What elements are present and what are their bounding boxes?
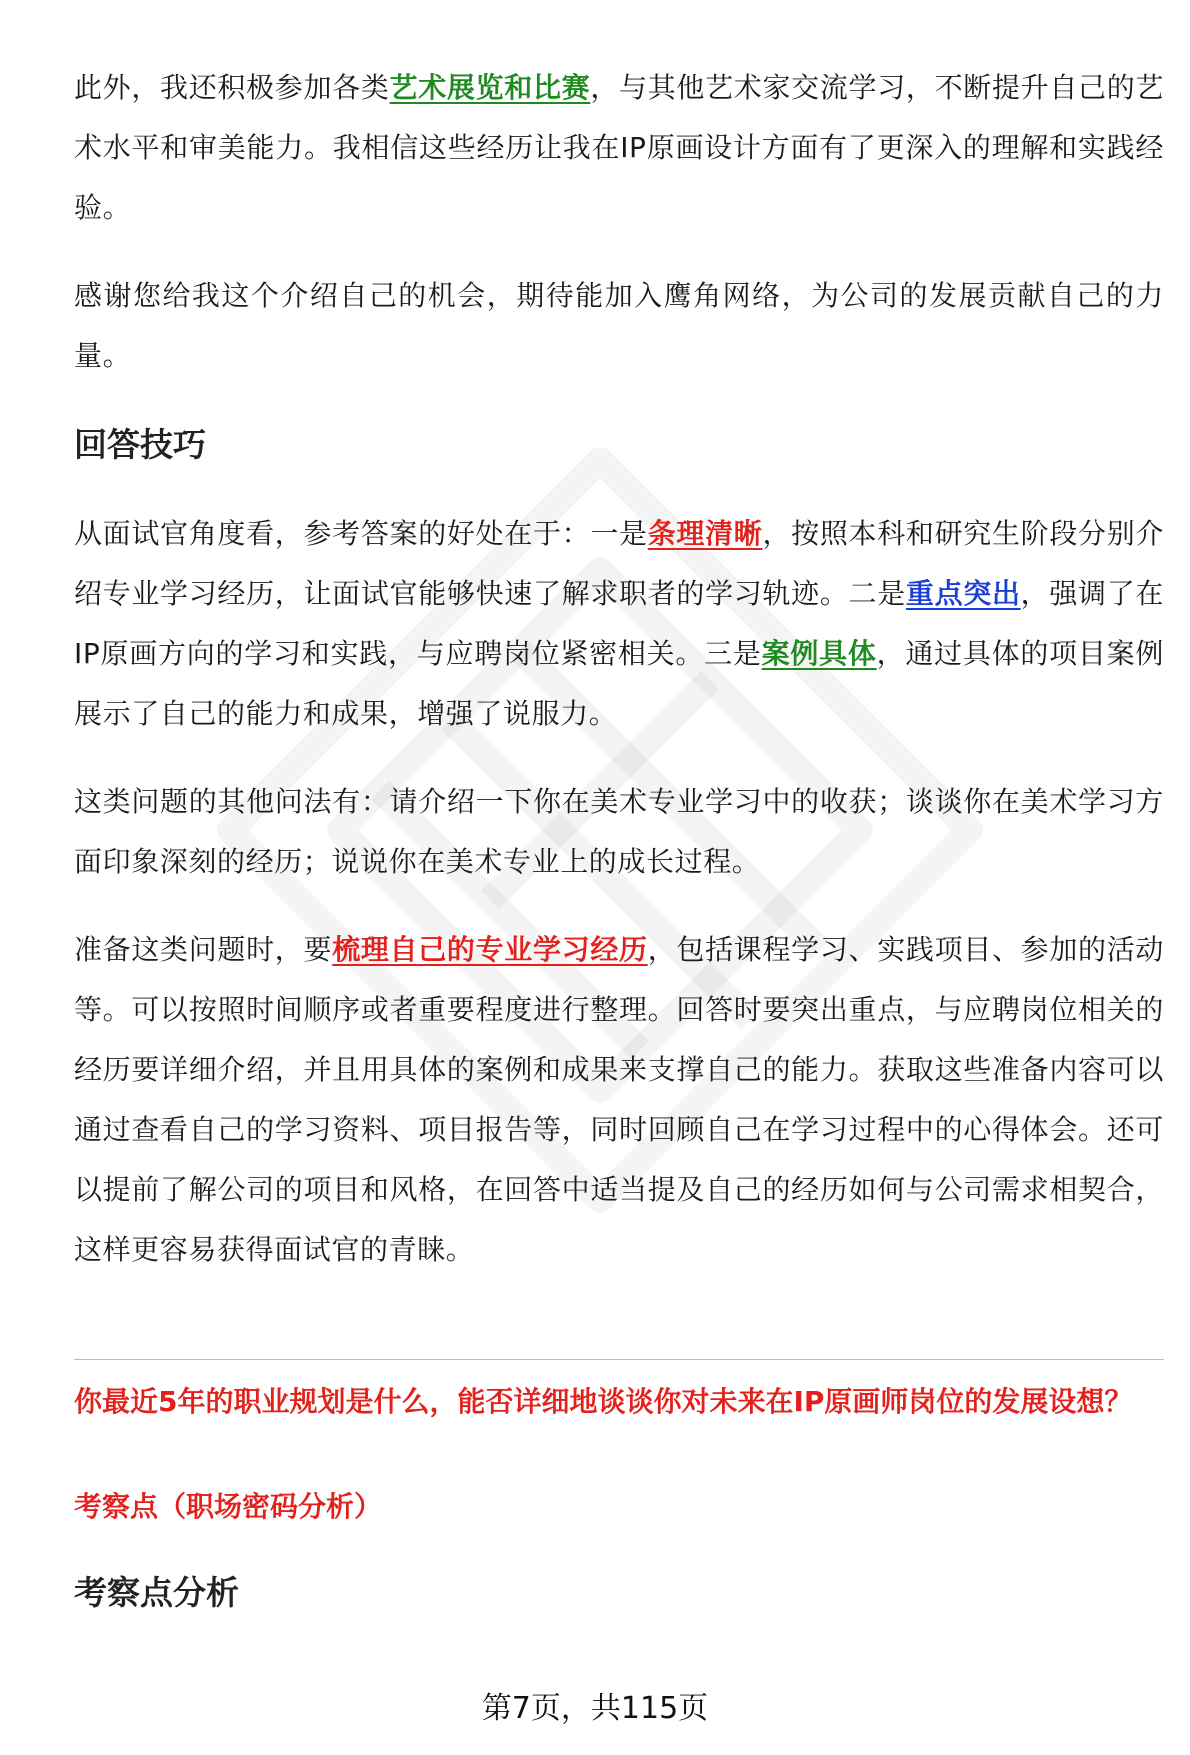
paragraph-text: ，包括课程学习、实践项目、参加的活动等。可以按照时间顺序或者重要程度进行整理。回答时要突出重点，与应聘岗位相关的经历要详细介绍，并且用具体的案例和成果来支撑自己的能力。获取这些准备内容可以通过查看自己的学习资料、项目报告等，同时回顾自己在学习过程中的心得体会。还可以提前了解公司的项目和风格，在回答中适当提及自己的经历如何与公司需求相契合，这样更容易获得面试官的青睐。 [74,933,1164,1266]
highlight-green: 案例具体 [761,637,877,670]
exam-point-label: 考察点（职场密码分析） [74,1490,383,1523]
tips-paragraph-benefits [74,504,1164,744]
section-title-answer-tips: 回答技巧 [74,425,206,464]
page-footer: 第7页，共115页 [481,1691,709,1726]
tips-paragraph-preparation [74,920,1164,1280]
paragraph-text: 感谢您给我这个介绍自己的机会，期待能加入鹰角网络，为公司的发展贡献自己的力量。 [74,279,1164,372]
paragraph-text: 这类问题的其他问法有：请介绍一下你在美术专业学习中的收获；谈谈你在美术学习方面印象深刻的经历；说说你在美术专业上的成长过程。 [74,785,1164,878]
highlight-red: 条理清晰 [647,517,763,550]
paragraph-text: ，与其他艺术家交流学习，不断提升自己的艺术水平和审美能力。我相信这些经历让我在IP原画设计方面有了更深入的理解和实践经验。 [74,71,1164,224]
next-question-title: 你最近5年的职业规划是什么，能否详细地谈谈你对未来在IP原画师岗位的发展设想？ [74,1385,1133,1418]
paragraph-text: ，强调了在IP原画方向的学习和实践，与应聘岗位紧密相关。三是 [74,577,1164,670]
highlight-red: 梳理自己的专业学习经历 [332,933,648,966]
highlight-blue: 重点突出 [905,577,1021,610]
paragraph-text: 此外，我还积极参加各类 [74,71,390,104]
section-divider [74,1359,1164,1360]
document-body [74,58,1164,1280]
analysis-heading: 考察点分析 [74,1573,239,1612]
intro-paragraph [74,58,1164,238]
paragraph-text: ，通过具体的项目案例展示了自己的能力和成果，增强了说服力。 [74,637,1164,730]
paragraph-text: ，按照本科和研究生阶段分别介绍专业学习经历，让面试官能够快速了解求职者的学习轨迹。二是 [74,517,1164,610]
paragraph-text: 准备这类问题时，要 [74,933,333,966]
thanks-paragraph [74,266,1164,386]
paragraph-text: 从面试官角度看，参考答案的好处在于：一是 [74,517,648,550]
highlight-green: 艺术展览和比赛 [389,71,591,104]
tips-paragraph-other-questions [74,772,1164,892]
